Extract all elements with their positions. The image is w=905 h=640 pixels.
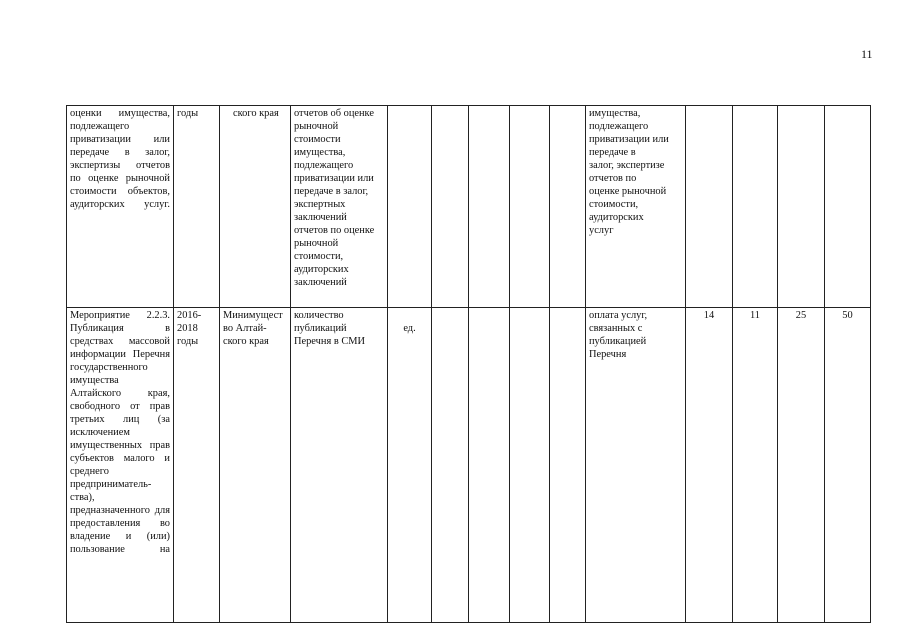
executor-cell <box>220 308 291 623</box>
cell-text: ед. <box>403 323 416 334</box>
cell-text: 11 <box>749 310 760 321</box>
value-cell <box>778 106 825 308</box>
value-cell <box>778 308 825 623</box>
empty-cell <box>510 308 550 623</box>
executor-cell <box>220 106 291 308</box>
value-cell <box>733 106 778 308</box>
empty-cell <box>510 106 550 308</box>
period-cell <box>174 308 220 623</box>
expense-direction-cell <box>586 308 686 623</box>
cell-text: имущества, подлежащего приватизации или передаче в залог, экспертизе отчетов по оценке рыночной стоимости, аудиторских услуг <box>589 108 669 236</box>
empty-cell <box>550 106 586 308</box>
period-cell <box>174 106 220 308</box>
page-number: 11 <box>861 47 873 61</box>
program-table <box>66 105 871 623</box>
cell-text: годы <box>177 108 199 119</box>
value-cell <box>686 308 733 623</box>
empty-cell <box>550 308 586 623</box>
cell-text: оплата услуг, связанных с публикацией Перечня <box>589 310 648 360</box>
cell-text: оценки имущества, подлежащего приватизации или передаче в залог, экспертизы отчетов по оценке рыночной стоимости объектов, аудиторских услуг. <box>70 108 170 210</box>
empty-cell <box>432 308 469 623</box>
value-cell <box>686 106 733 308</box>
cell-text: ского края <box>233 108 279 119</box>
expense-direction-cell <box>586 106 686 308</box>
cell-text: отчетов об оценке рыночной стоимости имущества, подлежащего приватизации или передаче в залог, экспертных заключений отчетов по оценке рыночной стоимости, аудиторских заключений <box>294 108 375 288</box>
table-row <box>67 106 871 308</box>
value-cell <box>825 308 871 623</box>
event-name-cell <box>67 106 174 308</box>
cell-text: 2016- 2018 годы <box>177 310 202 347</box>
empty-cell <box>432 106 469 308</box>
cell-text: Мероприятие 2.2.3. Публикация в средствах массовой информации Перечня государственного имущества Алтайского края, свободного от прав третьих лиц (за исключением имущественных прав субъектов малого и среднего предприниматель-ства), предназначенного для предоставления во владение и (или) пользование на <box>70 310 170 555</box>
indicator-cell <box>291 308 388 623</box>
indicator-cell <box>291 106 388 308</box>
event-name-cell <box>67 308 174 623</box>
cell-text: Минимущест во Алтай- ского края <box>223 310 283 347</box>
empty-cell <box>469 106 510 308</box>
cell-text: 14 <box>703 310 715 321</box>
cell-text: 25 <box>795 310 807 321</box>
table-row <box>67 308 871 623</box>
unit-cell <box>388 106 432 308</box>
value-cell <box>733 308 778 623</box>
unit-cell <box>388 308 432 623</box>
cell-text: количество публикаций Перечня в СМИ <box>294 310 366 347</box>
empty-cell <box>469 308 510 623</box>
value-cell <box>825 106 871 308</box>
cell-text: 50 <box>842 310 853 321</box>
